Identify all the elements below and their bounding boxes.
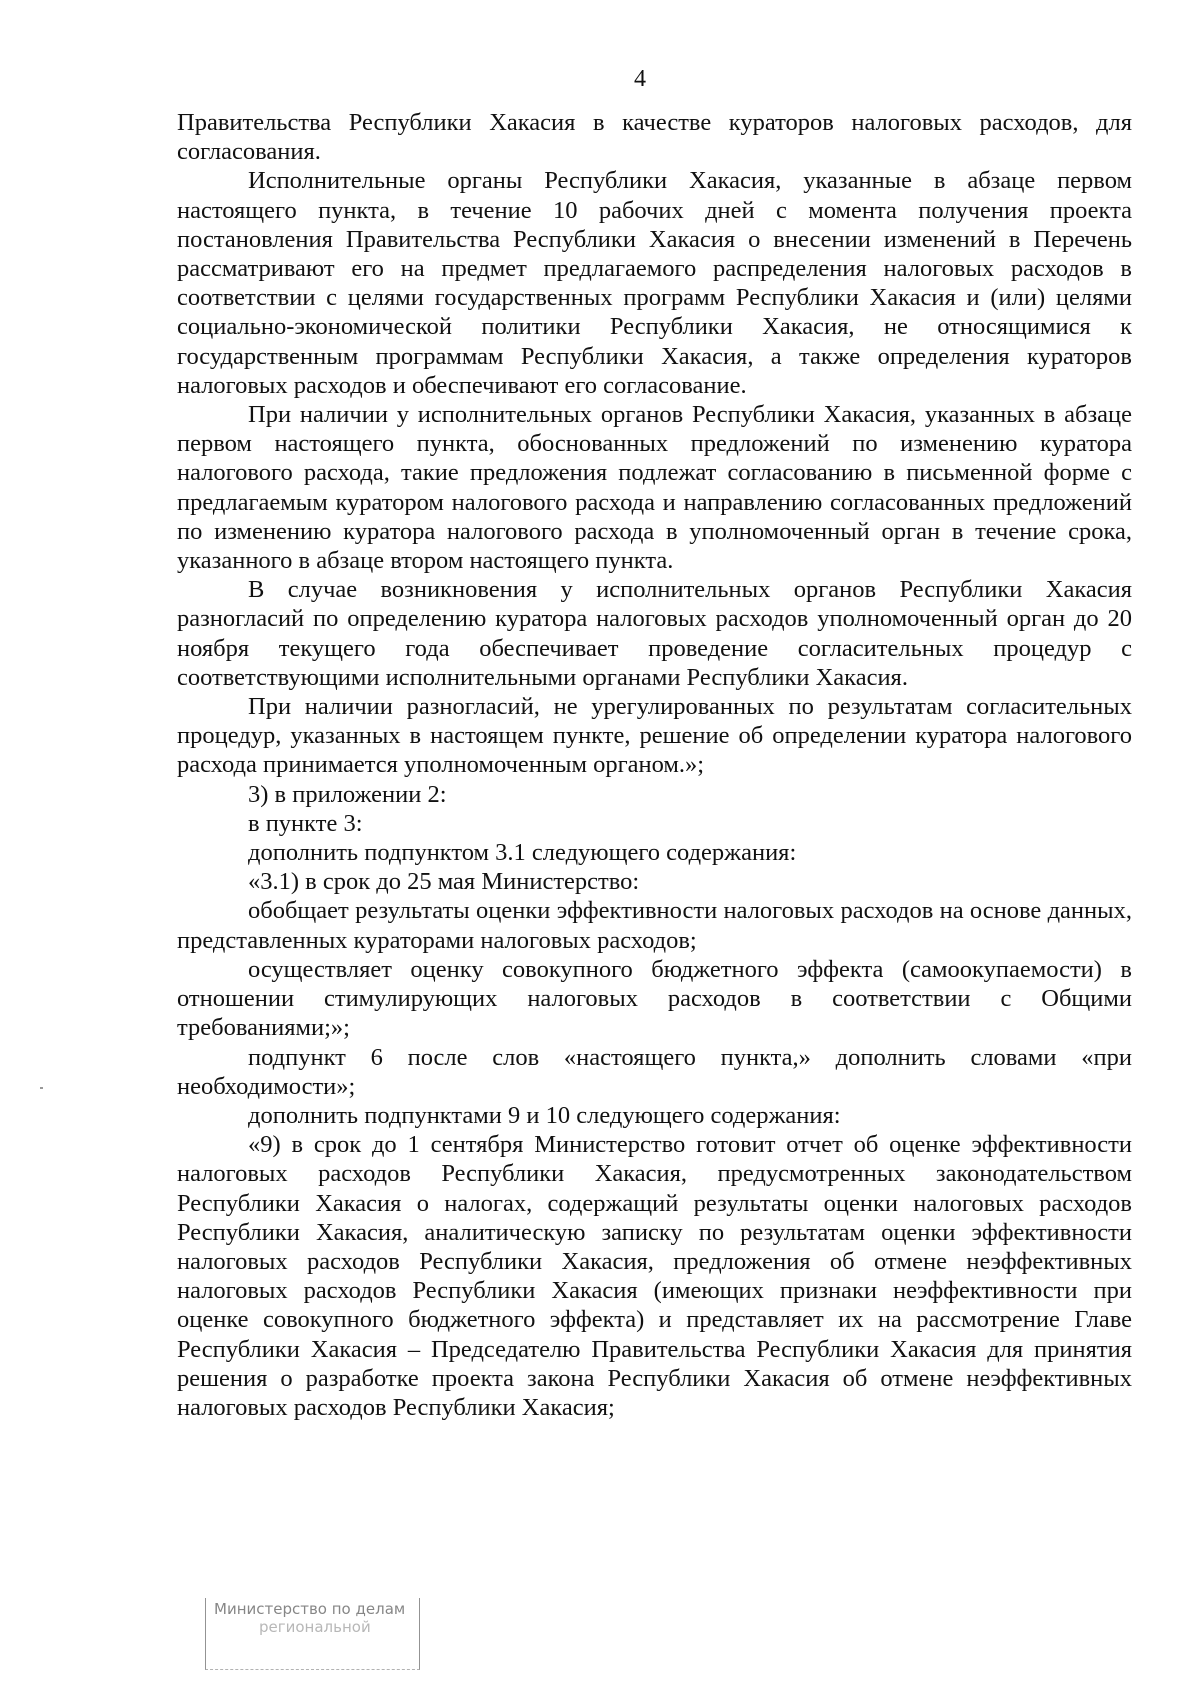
registration-stamp — [205, 1598, 420, 1670]
page-number: 4 — [634, 66, 646, 92]
paragraph-14: «9) в срок до 1 сентября Министерство готовит отчет об оценке эффективности налоговых расходов Республики Хакасия, предусмотренных законодательством Республики Хакасия о налогах, содержащий результаты оценки налоговых расходов Республики Хакасия, аналитическую записку по результатам оценки эффективности налоговых расходов Республики Хакасия, предложения об отмене неэффективных налоговых расходов Республики Хакасия (имеющих признаки неэффективности при оценке совокупного бюджетного эффекта) и представляет их на рассмотрение Главе Республики Хакасия – Председателю Правительства Республики Хакасия для принятия решения о разработке проекта закона Республики Хакасия об отмене неэффективных налоговых расходов Республики Хакасия; — [177, 1131, 1132, 1421]
paragraph-7: в пункте 3: — [248, 809, 363, 837]
stamp-line-1: Министерство по делам — [214, 1600, 406, 1618]
paragraph-12: подпункт 6 после слов «настоящего пункта,» дополнить словами «при необходимости»; — [177, 1043, 1132, 1100]
document-body — [177, 108, 1132, 1422]
paragraph-11: осуществляет оценку совокупного бюджетного эффекта (самоокупаемости) в отношении стимулирующих налоговых расходов в соответствии с Общими требованиями;»; — [177, 955, 1132, 1042]
paragraph-8: дополнить подпунктом 3.1 следующего содержания: — [248, 839, 797, 867]
paragraph-10: обобщает результаты оценки эффективности налоговых расходов на основе данных, представленных кураторами налоговых расходов; — [177, 897, 1132, 954]
paragraph-13: дополнить подпунктами 9 и 10 следующего содержания: — [248, 1101, 841, 1129]
paragraph-6: 3) в приложении 2: — [248, 780, 447, 808]
paragraph-2: Исполнительные органы Республики Хакасия, указанные в абзаце первом настоящего пункта, в течение 10 рабочих дней с момента получения проекта постановления Правительства Республики Хакасия о внесении изменений в Перечень рассматривают его на предмет предлагаемого распределения налоговых расходов в соответствии с целями государственных программ Республики Хакасия и (или) целями социально-экономической политики Республики Хакасия, не относящимися к государственным программам Республики Хакасия, а также определения кураторов налоговых расходов и обеспечивают его согласование. — [177, 167, 1132, 399]
paragraph-9: «3.1) в срок до 25 мая Министерство: — [248, 868, 640, 896]
stamp-line-2: региональной — [259, 1618, 371, 1636]
paragraph-1: Правительства Республики Хакасия в качестве кураторов налоговых расходов, для согласования. — [177, 109, 1132, 166]
scan-speck — [40, 1087, 43, 1089]
paragraph-3: При наличии у исполнительных органов Республики Хакасия, указанных в абзаце первом настоящего пункта, обоснованных предложений по изменению куратора налогового расхода, такие предложения подлежат согласованию в письменной форме с предлагаемым куратором налогового расхода и направлению согласованных предложений по изменению куратора налогового расхода в уполномоченный орган в течение срока, указанного в абзаце втором настоящего пункта. — [177, 401, 1132, 575]
paragraph-5: При наличии разногласий, не урегулированных по результатам согласительных процедур, указанных в настоящем пункте, решение об определении куратора налогового расхода принимается уполномоченным органом.»; — [177, 693, 1132, 779]
paragraph-4: В случае возникновения у исполнительных органов Республики Хакасия разногласий по определению куратора налоговых расходов уполномоченный орган до 20 ноября текущего года обеспечивает проведение согласительных процедур с соответствующими исполнительными органами Республики Хакасия. — [177, 576, 1132, 691]
